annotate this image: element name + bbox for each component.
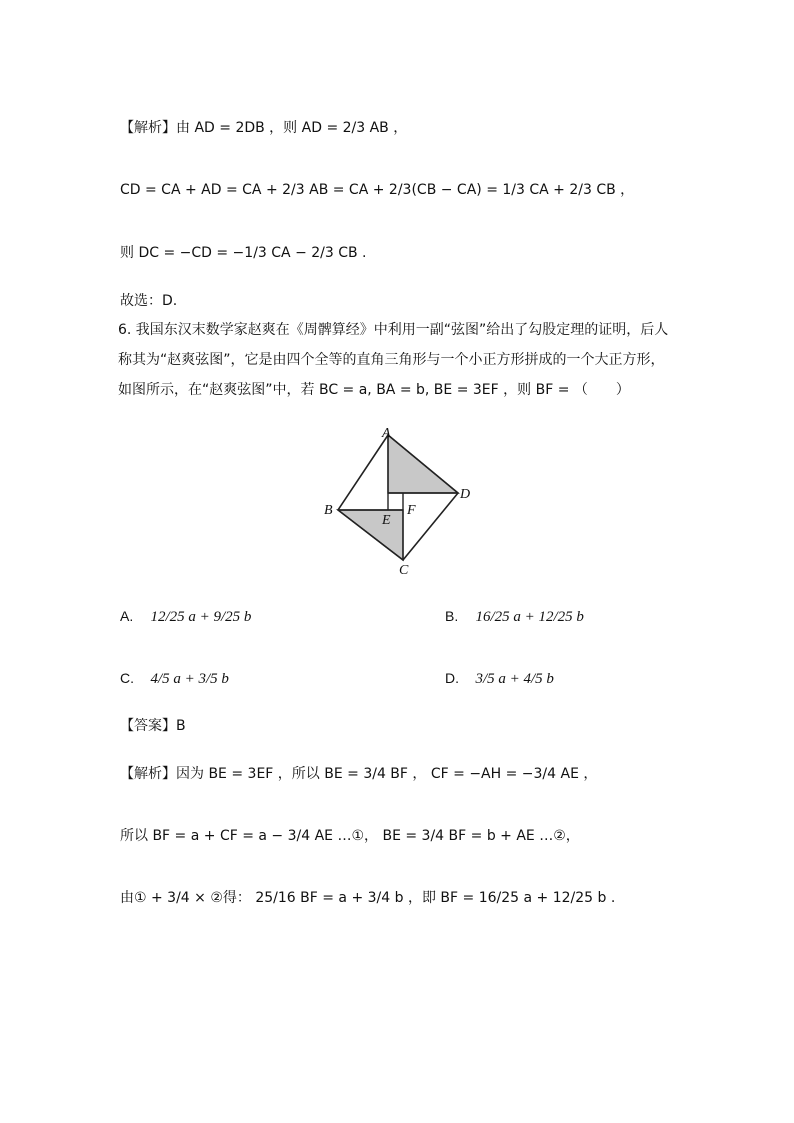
option-d-letter: D. — [445, 670, 459, 686]
option-b-expr: 16/25 a + 12/25 b — [475, 609, 584, 625]
solution2-line2: 所以 BF = a + CF = a − 3/4 AE …①， BE = 3/4 BF = b + AE …②， — [120, 828, 580, 844]
option-a[interactable] — [120, 608, 251, 626]
option-d[interactable] — [445, 670, 554, 688]
option-c[interactable] — [120, 670, 229, 688]
zhao-shuang-diagram — [318, 425, 478, 580]
solution1-line3: 则 DC = −CD = −1/3 CA − 2/3 CB . — [120, 245, 367, 261]
answer-line: 【答案】B — [120, 718, 186, 734]
option-b-letter: B. — [445, 608, 459, 624]
solution1-line2: CD = CA + AD = CA + 2/3 AB = CA + 2/3(CB − CA) = 1/3 CA + 2/3 CB ， — [120, 182, 635, 198]
label-e: E — [382, 513, 391, 528]
label-b: B — [324, 503, 333, 518]
label-f: F — [407, 503, 416, 518]
label-d: D — [460, 487, 471, 502]
label-a: A — [382, 426, 391, 441]
solution1-answer: 故选：D. — [120, 293, 178, 309]
option-a-expr: 12/25 a + 9/25 b — [150, 609, 252, 625]
option-c-letter: C. — [120, 670, 134, 686]
solution2-line3: 由① + 3/4 × ②得： 25/16 BF = a + 3/4 b ，即 BF = 16/25 a + 12/25 b . — [120, 890, 616, 906]
shaded-triangles — [338, 435, 458, 560]
solution2-line1: 【解析】因为 BE = 3EF ，所以 BE = 3/4 BF ， CF = −AH = −3/4 AE ， — [120, 766, 598, 782]
label-c: C — [399, 563, 409, 578]
question6-text: 6. 我国东汉末数学家赵爽在《周髀算经》中利用一副“弦图”给出了勾股定理的证明，后人称其为“赵爽弦图”，它是由四个全等的直角三角形与一个小正方形拼成的一个大正方形，如图所示，在“赵爽弦图”中，若 BC = a, BA = b, BE = 3EF ，则 BF = （ ） — [118, 322, 669, 398]
option-c-expr: 4/5 a + 3/5 b — [150, 671, 229, 687]
option-b[interactable] — [445, 608, 584, 626]
solution1-line1: 【解析】由 AD = 2DB ，则 AD = 2/3 AB ， — [120, 120, 408, 136]
option-a-letter: A. — [120, 608, 134, 624]
option-d-expr: 3/5 a + 4/5 b — [475, 671, 554, 687]
